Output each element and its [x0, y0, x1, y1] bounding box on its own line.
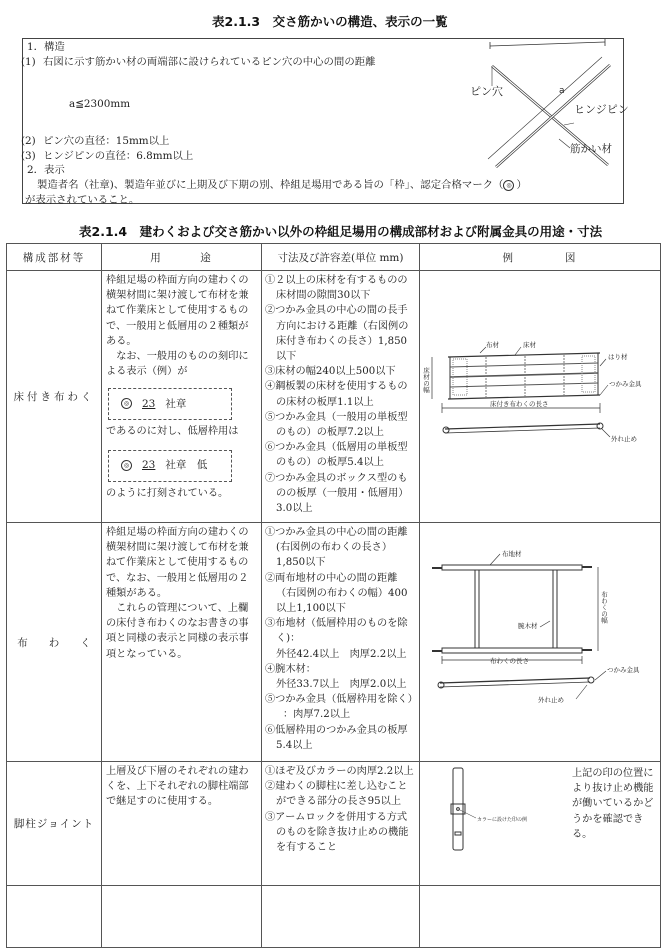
label-hazure: 外れ止め — [611, 435, 637, 443]
label-tsukami: つかみ金具 — [609, 380, 642, 388]
label-length: 布わくの長さ — [490, 657, 529, 665]
label-hari: はり材 — [608, 353, 628, 361]
table1-box — [21, 38, 629, 206]
table-row — [7, 762, 661, 886]
dim-item: ③床材の幅240以上500以下 — [265, 366, 396, 378]
label-hazure: 外れ止め — [538, 696, 564, 704]
formula: a≦2300mm — [69, 98, 131, 110]
empty-cell — [7, 886, 102, 948]
table-row — [7, 523, 661, 762]
section2-heading: 2．表示 — [27, 164, 65, 176]
dim-item-detail: 外径33.7以上 肉厚2.0以上 — [276, 679, 407, 691]
use-text-4: のように打刻されている。 — [106, 487, 229, 499]
table2-title: 表2.1.4 建わくおよび交さ筋かい以外の枠組足場用の構成部材および附属金具の用途・寸法 — [79, 224, 603, 239]
dim-item: ①２以上の床材を有するものの床材間の隙間30以下 — [265, 275, 408, 302]
label-brace: 筋かい材 — [570, 143, 612, 155]
dim-item: ⑥つかみ金具（低層用の単板型のもの）の板厚5.4以上 — [265, 442, 408, 469]
use-cell — [102, 271, 262, 523]
header-row — [7, 244, 661, 271]
use-text: 上層及び下層のそれぞれの建わくを、上下それぞれの脚柱端部で継足すのに使用する。 — [106, 766, 249, 808]
dim-item: ②建わくの脚柱に差し込むことができる部分の長さ95以上 — [265, 781, 408, 808]
label-udegi: 腕木材 — [518, 622, 538, 630]
certification-mark-icon: ◎ — [503, 180, 514, 191]
dim-item: ⑥低層枠用のつかみ金具の板厚5.4以上 — [265, 724, 408, 751]
use-text: 枠組足場の枠面方向の建わくの横架材間に架け渡して布材を兼ねて作業床として使用するもので、一般用と低層用の２種類がある。 — [106, 275, 249, 347]
header-component: 構成部材等 — [7, 244, 102, 271]
empty-row — [7, 886, 661, 948]
dim-item: ⑦つかみ金具のボックス型のものの板厚（一般用・低層用）3.0以上 — [265, 472, 409, 515]
deck-frame-figure — [420, 271, 659, 518]
row-label: 脚柱ジョイント — [7, 762, 102, 886]
caption-line: カラーに設けた印の例 — [477, 817, 528, 823]
label-width: 床材の幅 — [422, 367, 430, 393]
row-label: 床付き布わく — [7, 271, 102, 523]
dim-item: ⑤つかみ金具（一般用の単板型のもの）の板厚7.2以上 — [265, 411, 408, 439]
frame-figure — [420, 523, 659, 757]
table-row — [7, 271, 661, 523]
item2-num: (2) — [21, 135, 36, 147]
dimensions-cell — [262, 762, 420, 886]
certification-mark-icon: ◎ — [121, 460, 132, 471]
use-text-3: であるのに対し、低層枠用は — [106, 426, 239, 438]
dim-item: ①つかみ金具の中心の間の距離(右図例の布わくの長さ）1,850以下 — [265, 527, 408, 569]
item2-text: ピン穴の直径：15mm以上 — [43, 135, 170, 147]
stamp-number: 23 — [142, 397, 156, 410]
label-width: 布わくの幅 — [600, 591, 608, 624]
use-text: 枠組足場の枠面方向の建わくの横架材間に架け渡して布材を兼ねて作業床として使用するもので、なお、一般用と低層用の２種類がある。 — [106, 527, 249, 599]
dim-item: ②つかみ金具の中心の間の長手方向における距離（右図例の床付き布わくの長さ）1,850以下 — [265, 305, 409, 363]
dimensions-cell — [262, 523, 420, 762]
dimensions-cell — [262, 271, 420, 523]
item3-text: ヒンジピンの直径：6.8mm以上 — [43, 150, 194, 162]
stamp-example-low — [108, 450, 232, 482]
dim-item: ②両布地材の中心の間の距離（右図例の布わくの幅）400以上1,100以下 — [265, 572, 408, 615]
label-yuka: 床材 — [523, 341, 536, 349]
components-table — [6, 243, 661, 948]
label-hinge-pin: ヒンジピン — [574, 103, 629, 116]
header-example: 例 図 — [420, 244, 661, 271]
label-pin-hole: ピン穴 — [470, 85, 503, 98]
label-a: a — [559, 86, 565, 96]
stamp-number: 23 — [142, 459, 156, 472]
item1-text: 右図に示す筋かい材の両端部に設けられているピン穴の中心の間の距離 — [43, 56, 376, 68]
cross-brace-diagram — [448, 39, 629, 189]
use-text-2: これらの管理について、上欄の床付き布わくのなお書きの事項と同様の表示と同様の表示事項となっている。 — [106, 603, 249, 660]
item1-num: (1) — [21, 56, 36, 68]
stamp-text: 社章 低 — [165, 459, 208, 472]
dim-item: ④腕木材： — [265, 663, 316, 675]
dim-item: ③布地材（低層枠用のものを除く)： — [265, 618, 408, 645]
empty-cell — [102, 886, 262, 948]
empty-cell — [420, 886, 661, 948]
figure-note: 上記の印の位置により抜け止め機能が働いているかどうかを確認できる。 — [572, 768, 654, 840]
label-nuno: 布材 — [486, 341, 499, 349]
figure-cell — [420, 762, 661, 886]
dim-item-detail: ：肉厚7.2以上 — [283, 709, 351, 721]
empty-cell — [262, 886, 420, 948]
figure-cell — [420, 271, 661, 523]
use-cell — [102, 762, 262, 886]
stamp-example-general — [108, 388, 232, 420]
row-label: 布 わ く — [7, 523, 102, 762]
header-use: 用 途 — [102, 244, 262, 271]
certification-mark-icon: ◎ — [121, 398, 132, 409]
stamp-text: 社章 — [165, 397, 187, 410]
item3-num: (3) — [21, 150, 36, 162]
section1-heading: 1．構造 — [27, 41, 65, 53]
header-dimensions: 寸法及び許容差(単位 mm) — [262, 244, 420, 271]
dim-item-detail: 外径42.4以上 肉厚2.2以上 — [276, 648, 407, 660]
display-paren: ） — [516, 179, 527, 191]
label-tsukami: つかみ金具 — [607, 666, 640, 674]
use-text-2: なお、一般用のものの刻印による表示（例）が — [106, 351, 249, 378]
joint-figure — [445, 766, 555, 856]
dim-item: ③アームロックを併用する方式のものを除き抜け止めの機能を有すること — [265, 811, 409, 854]
table1-title: 表2.1.3 交さ筋かいの構造、表示の一覧 — [212, 14, 448, 29]
display-line2: が表示されていること。 — [25, 194, 140, 206]
label-length: 床付き布わくの長さ — [490, 400, 549, 408]
display-text: 製造者名（社章)、製造年並びに上期及び下期の別、枠組足場用である旨の「枠」、認定合格マーク（ — [37, 179, 504, 191]
dim-item: ①ほぞ及びカラーの肉厚2.2以上 — [265, 766, 414, 777]
label-nunoji: 布地材 — [502, 550, 522, 558]
use-cell — [102, 523, 262, 762]
dim-item: ⑤つかみ金具（低層枠用を除く） — [265, 694, 418, 706]
figure-cell — [420, 523, 661, 762]
dim-item: ④鋼板製の床材を使用するものの床材の板厚1.1以上 — [265, 381, 408, 408]
